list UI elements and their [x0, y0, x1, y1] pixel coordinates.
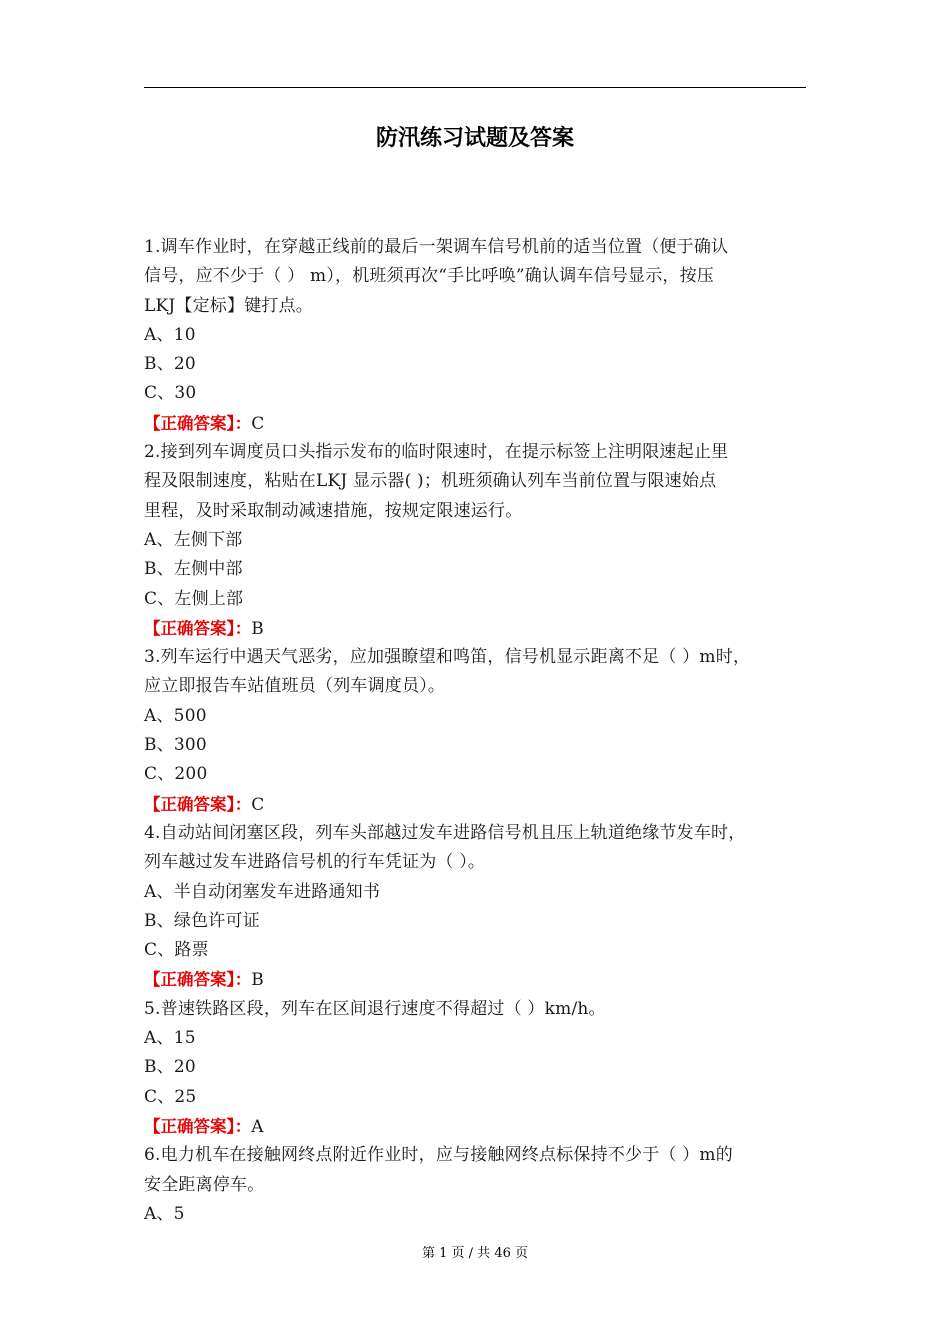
correct-answer-label: 【正确答案】：	[144, 618, 252, 638]
answer-option: B、20	[144, 354, 196, 375]
answer-option: A、5	[144, 1203, 185, 1224]
answer-option: B、绿色许可证	[144, 910, 260, 931]
answer-option: A、10	[144, 324, 196, 345]
question-item	[144, 438, 808, 643]
question-stem-line: 安全距离停车。	[144, 1174, 265, 1195]
answer-option: C、左侧上部	[144, 588, 244, 609]
document-title: 防汛练习试题及答案	[375, 126, 574, 151]
correct-answer-label: 【正确答案】：	[144, 970, 252, 990]
answer-option: C、25	[144, 1086, 197, 1107]
question-stem-line: 里程，及时采取制动减速措施，按规定限速运行。	[144, 500, 523, 521]
question-stem-line: 3.列车运行中遇天气恶劣，应加强瞭望和鸣笛，信号机显示距离不足（ ）m时，	[144, 647, 751, 668]
correct-answer-label: 【正确答案】：	[144, 413, 252, 433]
correct-answer-value: C	[251, 413, 265, 434]
correct-answer-value: B	[251, 618, 264, 639]
answer-option: B、20	[144, 1057, 196, 1078]
correct-answer-value: B	[251, 970, 264, 991]
question-list	[144, 233, 808, 1229]
answer-option: A、500	[144, 705, 207, 726]
answer-option: C、200	[144, 764, 208, 785]
correct-answer-value: A	[251, 1116, 264, 1137]
correct-answer-value: C	[251, 794, 265, 815]
question-item	[144, 643, 808, 819]
answer-option: B、左侧中部	[144, 559, 243, 580]
page-footer: 第 1 页 / 共 46 页	[422, 1246, 528, 1261]
question-stem-line: 应立即报告车站值班员（列车调度员）。	[144, 676, 446, 697]
answer-option: C、30	[144, 383, 197, 404]
answer-option: C、路票	[144, 940, 209, 961]
question-stem-line: 5.普速铁路区段，列车在区间退行速度不得超过（ ）km/h。	[144, 998, 606, 1019]
correct-answer	[144, 409, 808, 438]
correct-answer	[144, 965, 808, 994]
correct-answer-label: 【正确答案】：	[144, 794, 252, 814]
correct-answer	[144, 790, 808, 819]
correct-answer	[144, 1112, 808, 1141]
question-stem-line: 2.接到列车调度员口头指示发布的临时限速时，在提示标签上注明限速起止里	[144, 442, 729, 463]
header-rule	[144, 87, 806, 88]
question-stem-line: 4.自动站间闭塞区段，列车头部越过发车进路信号机且压上轨道绝缘节发车时，	[144, 822, 746, 843]
correct-answer	[144, 614, 808, 643]
question-stem-line: 程及限制速度，粘贴在LKJ 显示器( )；机班须确认列车当前位置与限速始点	[144, 471, 717, 492]
question-item	[144, 233, 808, 438]
question-stem-line: 列车越过发车进路信号机的行车凭证为（ ）。	[144, 852, 486, 873]
answer-option: A、左侧下部	[144, 529, 243, 550]
question-stem-line: 6.电力机车在接触网终点附近作业时，应与接触网终点标保持不少于（ ）m的	[144, 1145, 733, 1166]
question-item	[144, 819, 808, 995]
question-item	[144, 1141, 808, 1229]
correct-answer-label: 【正确答案】：	[144, 1116, 252, 1136]
answer-option: B、300	[144, 735, 207, 756]
answer-option: A、半自动闭塞发车进路通知书	[144, 881, 381, 902]
question-item	[144, 995, 808, 1141]
question-stem-line: 信号，应不少于（ ） m），机班须再次“手比呼唤”确认调车信号显示，按压	[144, 266, 715, 287]
answer-option: A、15	[144, 1028, 196, 1049]
question-stem-line: 1.调车作业时，在穿越正线前的最后一架调车信号机前的适当位置（便于确认	[144, 237, 729, 257]
question-stem-line: LKJ【定标】键打点。	[144, 295, 314, 316]
